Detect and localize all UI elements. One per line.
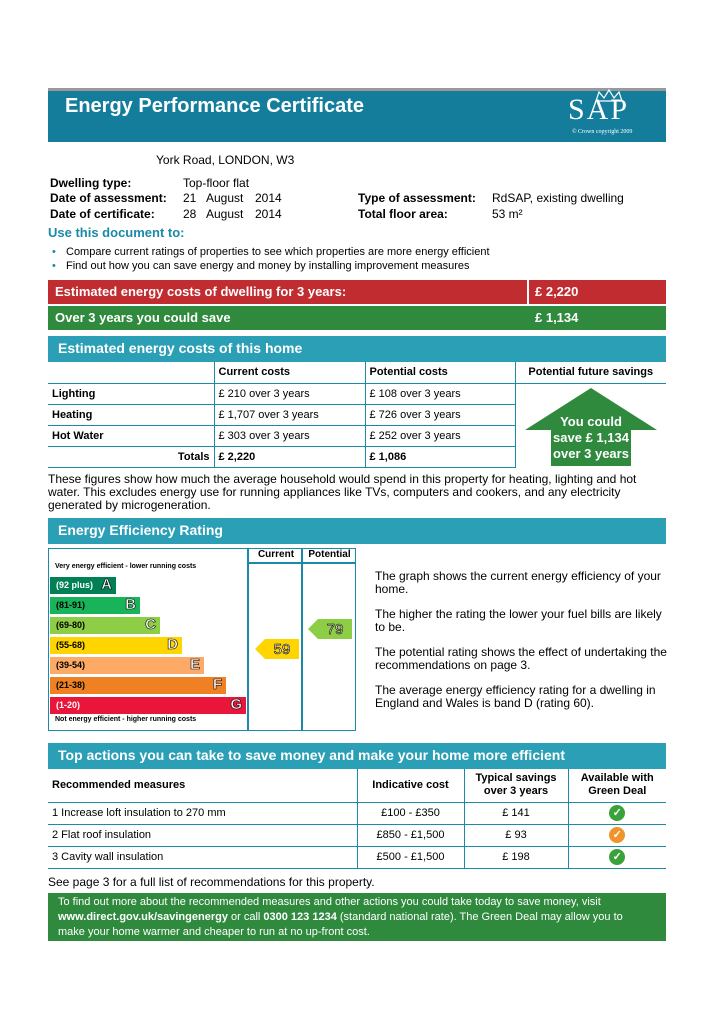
measure-savings: £ 93 [464,824,568,846]
actions-section-heading: Top actions you can take to save money and make your home more efficient [48,743,666,769]
current-arrow-shape [255,639,299,659]
potential-column-header: Potential [308,549,351,560]
check-icon: ✓ [609,805,625,821]
potential-arrow-shape [308,619,352,639]
sap-logo: SAP [568,93,630,126]
dwelling-type-value: Top-floor flat [183,176,250,190]
band-letter: D [167,636,178,653]
assessment-month: August [206,191,244,205]
rating-band-e [50,657,204,674]
col-current-costs: Current costs [214,362,365,383]
measure-savings: £ 198 [464,846,568,868]
band-range: (69-80) [56,620,86,630]
col-future-savings: Potential future savings [515,362,666,383]
measure-cost: £500 - £1,500 [357,846,464,868]
band-letter: C [145,616,156,633]
use-doc-heading: Use this document to: [48,225,185,240]
total-current: £ 2,220 [214,446,365,467]
band-range: (55-68) [56,640,86,650]
table-row [48,824,666,846]
efficiency-paragraph: The higher the rating the lower your fuel bills are likely to be. [375,607,662,634]
measure-name: 3 Cavity wall insulation [48,846,357,868]
col-potential-costs: Potential costs [365,362,515,383]
current-cost-cell: £ 303 over 3 years [214,425,365,446]
chart-divider [247,548,249,731]
band-range: (21-38) [56,680,86,690]
table-row [48,802,666,824]
efficiency-paragraph: The average energy efficiency rating for a dwelling in England and Wales is band D (rating 60). [375,683,656,710]
efficiency-paragraph: The graph shows the current energy efficiency of your home. [375,569,661,596]
phone-number: 0300 123 1234 [263,911,337,923]
footer-line: To find out more about the recommended measures and other actions you could take today to save money, visit [58,896,601,908]
efficiency-paragraph: The potential rating shows the effect of undertaking the recommendations on page 3. [375,645,667,672]
col-measures: Recommended measures [48,769,357,802]
costs-note: These figures show how much the average household would spend in this property for heating, lighting and hot water. This excludes energy use for running appliances like TVs, computers and cookers, and any electricity generated by microgeneration. [48,472,637,512]
rating-band-g [50,697,246,714]
dwelling-type-label: Dwelling type: [50,176,132,190]
band-range: (81-91) [56,600,86,610]
cost-item-name: Lighting [48,383,214,404]
savings-value: £ 1,134 [535,310,579,325]
band-letter: A [101,576,112,593]
check-icon: ✓ [609,827,625,843]
band-letter: E [189,656,200,673]
current-column-header: Current [257,549,295,560]
chart-divider [247,562,356,564]
estimated-costs-label: Estimated energy costs of dwelling for 3 years: [55,284,347,299]
measure-cost: £100 - £350 [357,802,464,824]
potential-arrow-value: 79 [326,621,344,638]
measure-cost: £850 - £1,500 [357,824,464,846]
savings-label: Over 3 years you could save [55,310,231,325]
use-doc-bullet: • Compare current ratings of properties to see which properties are more energy efficient [66,246,490,258]
col-green-deal [568,769,666,802]
table-header-row [48,769,666,802]
rating-band-c [50,617,160,634]
current-arrow-value: 59 [273,641,291,658]
rating-band-d [50,637,182,654]
assessment-day: 21 [183,191,197,205]
cost-item-name: Hot Water [48,425,214,446]
potential-cost-cell: £ 726 over 3 years [365,404,515,425]
savings-callout-line: over 3 years [553,446,629,461]
assessment-year: 2014 [255,191,282,205]
col-green-deal-line: Green Deal [588,785,647,798]
footer-text: or call [227,911,264,923]
estimated-costs-value: £ 2,220 [535,284,579,299]
costs-section-heading: Estimated energy costs of this home [48,336,666,362]
savings-callout-line: You could [560,414,622,429]
measure-name: 1 Increase loft insulation to 270 mm [48,802,357,824]
page-title: Energy Performance Certificate [65,95,365,117]
cost-item-name: Heating [48,404,214,425]
current-cost-cell: £ 1,707 over 3 years [214,404,365,425]
col-savings [464,769,568,802]
potential-cost-cell: £ 108 over 3 years [365,383,515,404]
bottom-efficiency-label: Not energy efficient - higher running costs [55,716,197,723]
floor-area-value: 53 m² [492,207,523,221]
current-rating-arrow [255,639,299,664]
crown-icon [594,89,624,103]
total-potential: £ 1,086 [365,446,515,467]
savings-callout [531,414,651,462]
efficiency-section-heading: Energy Efficiency Rating [48,518,666,544]
see-page-note: See page 3 for a full list of recommendations for this property. [48,875,375,889]
property-address: York Road, LONDON, W3 [156,153,295,167]
current-cost-cell: £ 210 over 3 years [214,383,365,404]
use-doc-bullet: • Find out how you can save energy and money by installing improvement measures [66,260,470,272]
footer-info-box [48,893,666,941]
measure-name: 2 Flat roof insulation [48,824,357,846]
assessment-date-label: Date of assessment: [50,191,167,205]
savingenergy-link[interactable]: www.direct.gov.uk/savingenergy [58,911,228,923]
footer-line [58,910,656,925]
certificate-day: 28 [183,207,197,221]
band-range: (39-54) [56,660,86,670]
rating-band-f [50,677,226,694]
certificate-year: 2014 [255,207,282,221]
actions-table [48,769,666,869]
potential-rating-arrow [308,619,352,644]
band-letter: F [212,676,222,693]
band-letter: B [125,596,136,613]
totals-label: Totals [48,446,214,467]
table-header-row [48,362,666,383]
potential-cost-cell: £ 252 over 3 years [365,425,515,446]
band-range: (92 plus) [56,580,94,590]
certificate-date-label: Date of certificate: [50,207,155,221]
col-savings-line: over 3 years [483,785,549,798]
measure-savings: £ 141 [464,802,568,824]
table-row [48,846,666,868]
col-savings-line: Typical savings [475,772,557,785]
col-cost: Indicative cost [357,769,464,802]
footer-text: (standard national rate). The Green Deal may allow you to [336,911,623,923]
savings-callout-line: save £ 1,134 [553,430,629,445]
floor-area-label: Total floor area: [358,207,448,221]
chart-divider [301,548,303,731]
assessment-type-label: Type of assessment: [358,191,476,205]
band-letter: G [230,696,242,713]
efficiency-text [375,570,667,710]
col-green-deal-line: Available with [580,772,654,785]
footer-line: make your home warmer and cheaper to run at no up-front cost. [58,926,370,938]
check-icon: ✓ [609,849,625,865]
rating-band-b [50,597,140,614]
band-range: (1-20) [56,700,81,710]
rating-band-a [50,577,116,594]
assessment-type-value: RdSAP, existing dwelling [492,191,624,205]
copyright-text: © Crown copyright 2009 [572,129,633,135]
certificate-month: August [206,207,244,221]
top-efficiency-label: Very energy efficient - lower running costs [55,563,197,570]
